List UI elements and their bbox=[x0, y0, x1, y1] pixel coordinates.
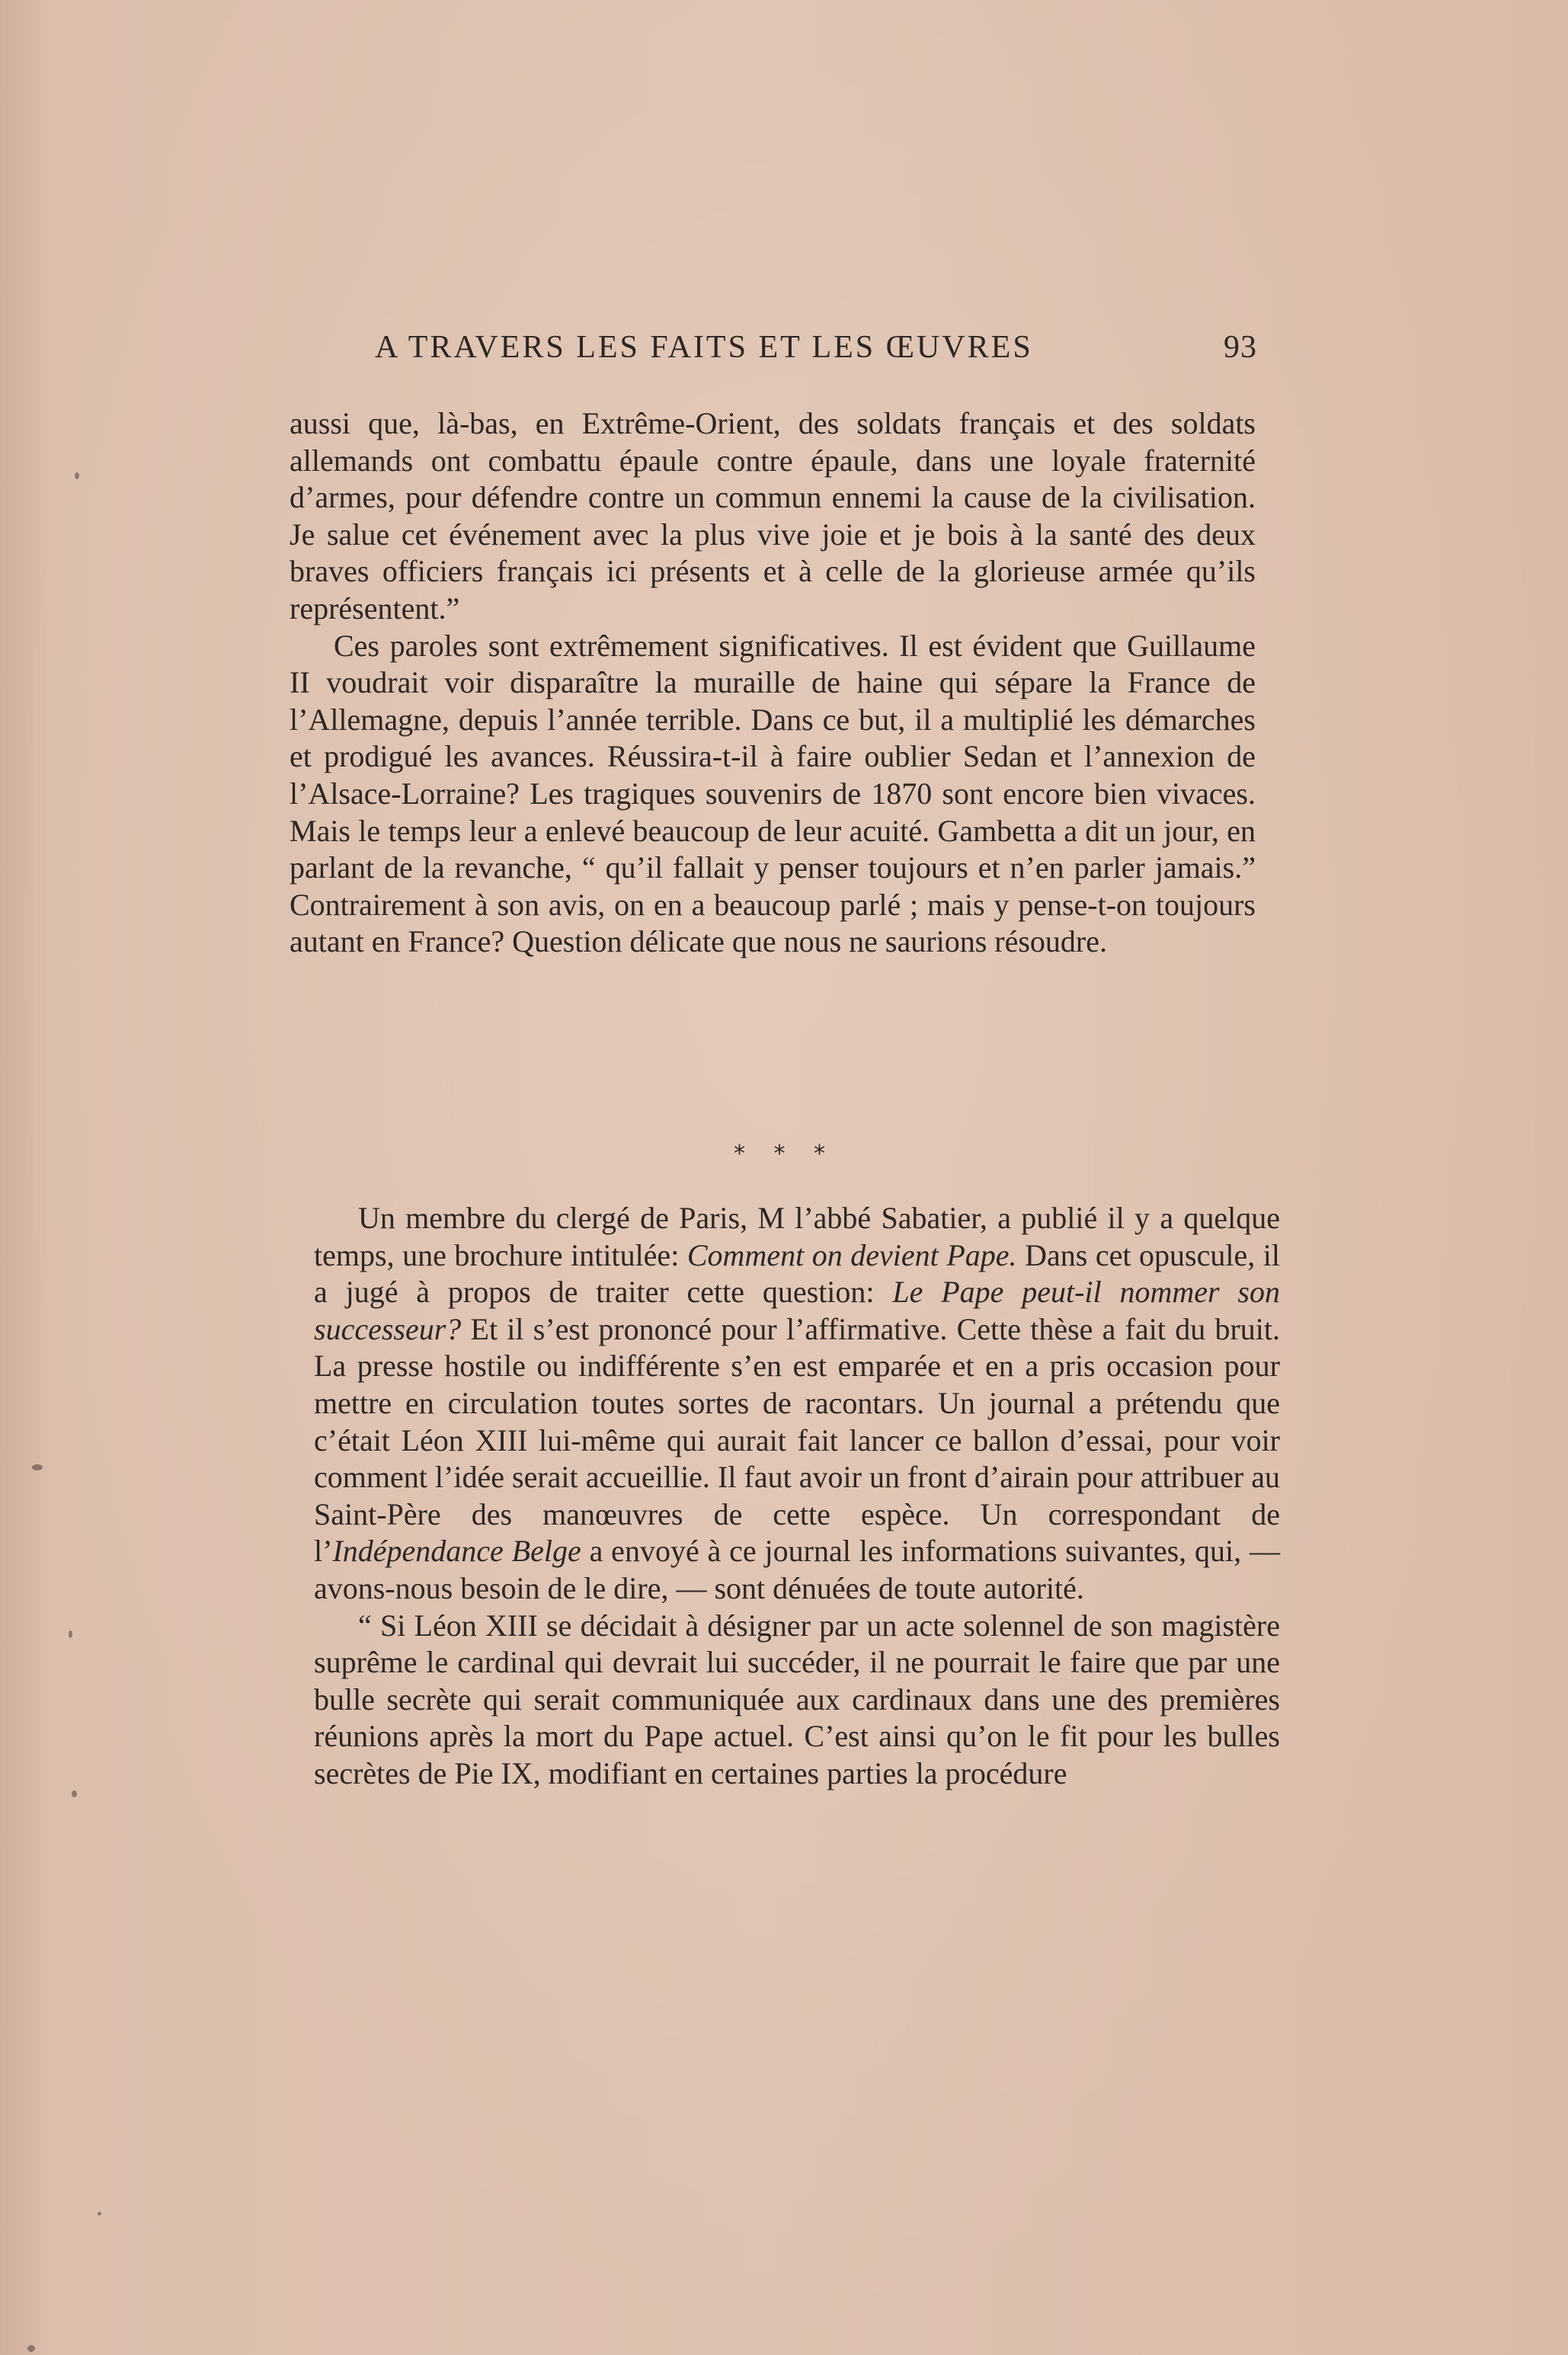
paragraph-continued-quote: aussi que, là-bas, en Extrême-Orient, des soldats français et des soldats allemands ont combattu épaule contre épaule, dans une loyale fraternité d’armes, pour défendre contre un commun ennemi la cause de la civilisation. Je salue cet événement avec la plus vive joie et je bois à la santé des deux braves officiers français ici présents et à celle de la glorieuse armée qu’ils représentent.” bbox=[290, 406, 1256, 626]
paragraph-text: Un membre du clergé de Paris, M l’abbé Sabatier, a publié il y a quelque temps, une brochure intitulée: bbox=[314, 1201, 1280, 1272]
running-head bbox=[290, 326, 1257, 369]
italic-question: Le Pape peut-il nommer son successeur? bbox=[314, 1275, 1280, 1346]
paper-speck bbox=[27, 2345, 35, 2352]
page-number: 93 bbox=[1224, 330, 1257, 365]
paragraph-quote: “ Si Léon XIII se décidait à désigner par un acte solennel de son magistère suprême le cardinal qui devrait lui succéder, il ne pourrait le faire que par une bulle secrète qui serait communiquée aux cardinaux dans une des premières réunions après la mort du Pape actuel. C’est ainsi qu’on le fit pour les bulles secrètes de Pie IX, modifiant en certaines parties la procédure bbox=[314, 1608, 1280, 1790]
paper-speck bbox=[75, 472, 79, 479]
paper-speck bbox=[98, 2212, 101, 2216]
running-head-title: A TRAVERS LES FAITS ET LES ŒUVRES bbox=[375, 330, 1033, 365]
paragraph-text: Et il s’est prononcé pour l’affirmative. Cette thèse a fait du bruit. La presse hostile ou indifférente s’en est emparée et en a pris occasion pour mettre en circulation toutes sortes de racontars. Un journal a prétendu que c’était Léon XIII lui-même qui aurait fait lancer ce ballon d’essai, pour voir comment l’idée serait accueillie. Il faut avoir un front d’airain pour attribuer au Saint-Père des manœuvres de cette espèce. Un correspondant de l’ bbox=[314, 1311, 1280, 1569]
section-separator: * * * bbox=[733, 1141, 837, 1167]
text-section-1 bbox=[290, 405, 1256, 961]
italic-journal-name: Indépendance Belge bbox=[332, 1534, 581, 1569]
paper-speck bbox=[69, 1630, 72, 1638]
paragraph-text: Dans cet opuscule, il a jugé à propos de traiter cette question: bbox=[314, 1237, 1280, 1310]
paragraph-text: a envoyé à ce journal les informations suivantes, qui, — avons-nous besoin de le dire, — sont dénuées de toute autorité. bbox=[314, 1534, 1281, 1605]
text-section-2 bbox=[314, 1200, 1280, 1793]
paper-speck bbox=[72, 1790, 77, 1797]
paragraph-brochure bbox=[314, 1200, 1280, 1608]
paragraph-commentary: Ces paroles sont extrêmement significatives. Il est évident que Guillaume II voudrait voir disparaître la muraille de haine qui sépare la France de l’Allemagne, depuis l’année terrible. Dans ce but, il a multiplié les démarches et prodigué les avances. Réussira-t-il à faire oublier Sedan et l’annexion de l’Alsace-Lorraine? Les tragiques souvenirs de 1870 sont encore bien vivaces. Mais le temps leur a enlevé beaucoup de leur acuité. Gambetta a dit un jour, en parlant de la revanche, “ qu’il fallait y penser toujours et n’en parler jamais.” Contrairement à son avis, on en a beaucoup parlé ; mais y pense-t-on toujours autant en France? Question délicate que nous ne saurions résoudre. bbox=[290, 628, 1256, 959]
paper-speck bbox=[32, 1464, 43, 1470]
italic-title: Comment on devient Pape. bbox=[686, 1237, 1017, 1272]
